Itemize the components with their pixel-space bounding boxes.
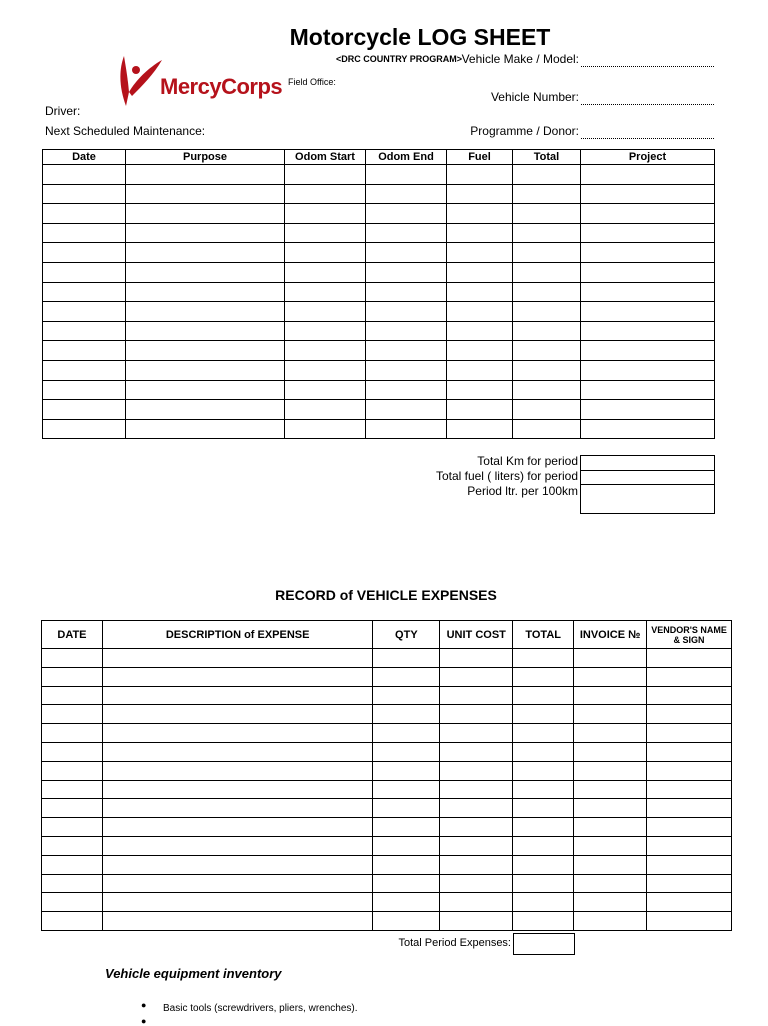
expenses-table [41, 620, 732, 931]
log-cell[interactable] [43, 321, 126, 341]
bullet-icon: ● [141, 1016, 147, 1026]
log-cell[interactable] [447, 341, 513, 361]
log-cell[interactable] [43, 223, 126, 243]
log-cell[interactable] [581, 243, 715, 263]
expense-cell[interactable] [102, 799, 373, 818]
table-row [43, 282, 715, 302]
expense-cell[interactable] [513, 761, 574, 780]
col-exp-total: TOTAL [513, 621, 574, 649]
expense-cell[interactable] [574, 649, 647, 668]
expense-cell[interactable] [42, 686, 103, 705]
expense-cell[interactable] [42, 649, 103, 668]
table-row [42, 649, 732, 668]
table-row [42, 799, 732, 818]
expense-cell[interactable] [102, 742, 373, 761]
log-cell[interactable] [513, 302, 581, 322]
page-title: Motorcycle LOG SHEET [289, 24, 551, 50]
expense-cell[interactable] [574, 686, 647, 705]
expense-cell[interactable] [574, 836, 647, 855]
expense-cell[interactable] [373, 686, 440, 705]
expense-cell[interactable] [513, 649, 574, 668]
log-cell[interactable] [285, 204, 366, 224]
log-cell[interactable] [285, 165, 366, 185]
vehicle-number-field[interactable] [581, 104, 714, 105]
expense-cell[interactable] [647, 799, 732, 818]
total-km-label: Total Km for period [477, 454, 578, 468]
expense-cell[interactable] [513, 780, 574, 799]
table-row [42, 874, 732, 893]
log-cell[interactable] [513, 380, 581, 400]
expense-cell[interactable] [513, 836, 574, 855]
log-cell[interactable] [285, 243, 366, 263]
expense-cell[interactable] [440, 649, 513, 668]
expense-cell[interactable] [574, 893, 647, 912]
expense-cell[interactable] [513, 912, 574, 931]
expense-cell[interactable] [102, 912, 373, 931]
expense-cell[interactable] [373, 761, 440, 780]
field-office-label: Field Office: [288, 77, 336, 87]
expenses-table-header [42, 621, 732, 649]
expense-cell[interactable] [574, 724, 647, 743]
table-row [42, 686, 732, 705]
expense-cell[interactable] [513, 724, 574, 743]
col-date: Date [43, 150, 126, 165]
log-cell[interactable] [285, 400, 366, 420]
expense-cell[interactable] [42, 818, 103, 837]
log-cell[interactable] [513, 321, 581, 341]
expense-cell[interactable] [647, 705, 732, 724]
log-cell[interactable] [126, 243, 285, 263]
expense-cell[interactable] [647, 649, 732, 668]
expense-cell[interactable] [102, 780, 373, 799]
log-cell[interactable] [447, 380, 513, 400]
table-row [43, 204, 715, 224]
col-odom-end: Odom End [366, 150, 447, 165]
log-cell[interactable] [447, 419, 513, 439]
log-cell[interactable] [366, 380, 447, 400]
expense-cell[interactable] [574, 818, 647, 837]
expense-cell[interactable] [42, 874, 103, 893]
log-cell[interactable] [126, 302, 285, 322]
table-row [42, 761, 732, 780]
expense-cell[interactable] [574, 780, 647, 799]
expense-cell[interactable] [440, 686, 513, 705]
expense-cell[interactable] [440, 705, 513, 724]
expense-cell[interactable] [373, 780, 440, 799]
expenses-title: RECORD of VEHICLE EXPENSES [275, 587, 497, 603]
expense-cell[interactable] [42, 761, 103, 780]
col-exp-date: DATE [42, 621, 103, 649]
expense-cell[interactable] [42, 705, 103, 724]
log-cell[interactable] [513, 184, 581, 204]
expense-cell[interactable] [647, 667, 732, 686]
log-cell[interactable] [447, 243, 513, 263]
log-cell[interactable] [285, 321, 366, 341]
log-cell[interactable] [447, 282, 513, 302]
expense-cell[interactable] [513, 686, 574, 705]
expense-cell[interactable] [440, 742, 513, 761]
expense-cell[interactable] [373, 912, 440, 931]
expense-cell[interactable] [373, 667, 440, 686]
expense-cell[interactable] [102, 649, 373, 668]
expense-cell[interactable] [102, 705, 373, 724]
expense-cell[interactable] [440, 724, 513, 743]
col-fuel: Fuel [447, 150, 513, 165]
log-cell[interactable] [366, 243, 447, 263]
log-cell[interactable] [447, 262, 513, 282]
log-cell[interactable] [513, 360, 581, 380]
log-cell[interactable] [366, 223, 447, 243]
log-cell[interactable] [513, 400, 581, 420]
expense-cell[interactable] [42, 912, 103, 931]
log-cell[interactable] [581, 380, 715, 400]
table-row [43, 165, 715, 185]
log-table [42, 149, 715, 439]
log-cell[interactable] [366, 400, 447, 420]
expense-cell[interactable] [373, 874, 440, 893]
expense-cell[interactable] [574, 912, 647, 931]
expense-cell[interactable] [440, 761, 513, 780]
expense-cell[interactable] [102, 836, 373, 855]
log-cell[interactable] [43, 165, 126, 185]
col-project: Project [581, 150, 715, 165]
programme-donor-label: Programme / Donor: [470, 124, 579, 138]
vehicle-make-model-field[interactable] [581, 66, 714, 67]
log-cell[interactable] [366, 165, 447, 185]
log-cell[interactable] [366, 321, 447, 341]
expense-cell[interactable] [42, 799, 103, 818]
log-cell[interactable] [126, 380, 285, 400]
expense-cell[interactable] [647, 742, 732, 761]
table-row [43, 321, 715, 341]
table-row [42, 855, 732, 874]
log-cell[interactable] [513, 223, 581, 243]
log-cell[interactable] [366, 204, 447, 224]
log-cell[interactable] [513, 165, 581, 185]
expense-cell[interactable] [647, 724, 732, 743]
table-row [43, 400, 715, 420]
log-cell[interactable] [126, 400, 285, 420]
expense-cell[interactable] [373, 724, 440, 743]
log-cell[interactable] [285, 282, 366, 302]
inventory-title: Vehicle equipment inventory [105, 966, 282, 981]
expense-cell[interactable] [102, 724, 373, 743]
table-row [42, 667, 732, 686]
expense-cell[interactable] [513, 667, 574, 686]
log-cell[interactable] [581, 321, 715, 341]
expense-cell[interactable] [42, 780, 103, 799]
log-cell[interactable] [447, 165, 513, 185]
log-cell[interactable] [43, 262, 126, 282]
expense-cell[interactable] [574, 855, 647, 874]
table-row [43, 223, 715, 243]
table-row [43, 341, 715, 361]
log-cell[interactable] [126, 360, 285, 380]
col-exp-unit-cost: UNIT COST [440, 621, 513, 649]
expense-cell[interactable] [440, 874, 513, 893]
next-maintenance-label: Next Scheduled Maintenance: [45, 124, 206, 138]
expense-cell[interactable] [440, 818, 513, 837]
log-cell[interactable] [366, 341, 447, 361]
expense-cell[interactable] [373, 705, 440, 724]
expense-cell[interactable] [647, 818, 732, 837]
col-exp-qty: QTY [373, 621, 440, 649]
expense-cell[interactable] [574, 799, 647, 818]
expense-cell[interactable] [647, 780, 732, 799]
expense-cell[interactable] [574, 667, 647, 686]
log-cell[interactable] [366, 419, 447, 439]
expense-cell[interactable] [513, 799, 574, 818]
expense-cell[interactable] [102, 874, 373, 893]
expense-cell[interactable] [647, 912, 732, 931]
log-cell[interactable] [581, 184, 715, 204]
log-cell[interactable] [447, 321, 513, 341]
log-table-header [43, 150, 715, 165]
log-cell[interactable] [447, 302, 513, 322]
log-cell[interactable] [581, 400, 715, 420]
expense-cell[interactable] [373, 818, 440, 837]
log-cell[interactable] [126, 165, 285, 185]
expense-cell[interactable] [574, 742, 647, 761]
log-cell[interactable] [581, 419, 715, 439]
expense-cell[interactable] [102, 855, 373, 874]
log-cell[interactable] [43, 380, 126, 400]
leaf-logo-icon [116, 50, 166, 110]
log-cell[interactable] [285, 302, 366, 322]
log-cell[interactable] [126, 321, 285, 341]
program-name: <DRC COUNTRY PROGRAM> [336, 54, 463, 64]
table-row [42, 893, 732, 912]
col-total: Total [513, 150, 581, 165]
log-cell[interactable] [285, 223, 366, 243]
table-row [43, 380, 715, 400]
table-row [42, 780, 732, 799]
col-purpose: Purpose [126, 150, 285, 165]
expense-cell[interactable] [440, 667, 513, 686]
expense-cell[interactable] [42, 667, 103, 686]
log-cell[interactable] [366, 360, 447, 380]
expense-cell[interactable] [647, 836, 732, 855]
log-cell[interactable] [513, 419, 581, 439]
expense-cell[interactable] [647, 686, 732, 705]
expense-cell[interactable] [647, 893, 732, 912]
log-cell[interactable] [581, 302, 715, 322]
per-100km-label: Period ltr. per 100km [467, 484, 578, 498]
vehicle-number-label: Vehicle Number: [490, 90, 579, 104]
log-cell[interactable] [513, 341, 581, 361]
log-cell[interactable] [581, 165, 715, 185]
col-exp-invoice: INVOICE № [574, 621, 647, 649]
log-cell[interactable] [126, 282, 285, 302]
expense-cell[interactable] [373, 799, 440, 818]
log-cell[interactable] [366, 184, 447, 204]
log-cell[interactable] [285, 380, 366, 400]
table-row [42, 705, 732, 724]
log-table-body [43, 165, 715, 439]
log-cell[interactable] [285, 262, 366, 282]
vehicle-make-model-label: Vehicle Make / Model: [461, 52, 579, 66]
expense-cell[interactable] [574, 874, 647, 893]
log-cell[interactable] [447, 184, 513, 204]
expense-cell[interactable] [373, 855, 440, 874]
table-row [43, 360, 715, 380]
log-cell[interactable] [581, 360, 715, 380]
expense-cell[interactable] [373, 649, 440, 668]
expense-cell[interactable] [513, 855, 574, 874]
log-cell[interactable] [285, 419, 366, 439]
expense-cell[interactable] [42, 893, 103, 912]
log-cell[interactable] [447, 223, 513, 243]
expense-cell[interactable] [373, 836, 440, 855]
expense-cell[interactable] [373, 893, 440, 912]
log-cell[interactable] [513, 243, 581, 263]
log-cell[interactable] [447, 360, 513, 380]
log-cell[interactable] [366, 262, 447, 282]
log-cell[interactable] [513, 262, 581, 282]
log-cell[interactable] [581, 282, 715, 302]
expense-cell[interactable] [647, 874, 732, 893]
table-row [43, 184, 715, 204]
log-cell[interactable] [43, 282, 126, 302]
col-exp-description: DESCRIPTION of EXPENSE [102, 621, 373, 649]
programme-donor-field[interactable] [581, 138, 714, 139]
log-cell[interactable] [126, 419, 285, 439]
table-row [43, 243, 715, 263]
table-row [42, 724, 732, 743]
total-expenses-label: Total Period Expenses: [398, 937, 511, 949]
log-cell[interactable] [581, 204, 715, 224]
log-cell[interactable] [366, 282, 447, 302]
table-row [42, 836, 732, 855]
log-cell[interactable] [43, 341, 126, 361]
expense-cell[interactable] [42, 855, 103, 874]
table-row [43, 262, 715, 282]
inventory-item: Basic tools (screwdrivers, pliers, wrenches). [163, 1003, 358, 1014]
expenses-table-body [42, 649, 732, 931]
expense-cell[interactable] [42, 724, 103, 743]
log-cell[interactable] [126, 184, 285, 204]
mercy-corps-logo [116, 50, 286, 110]
expense-cell[interactable] [42, 742, 103, 761]
log-cell[interactable] [513, 204, 581, 224]
expense-cell[interactable] [42, 836, 103, 855]
total-fuel-field[interactable] [580, 469, 715, 485]
expense-cell[interactable] [102, 893, 373, 912]
expense-cell[interactable] [440, 836, 513, 855]
log-cell[interactable] [581, 223, 715, 243]
expense-cell[interactable] [647, 761, 732, 780]
bullet-icon: ● [141, 1000, 147, 1010]
driver-label: Driver: [45, 104, 81, 118]
expense-cell[interactable] [513, 818, 574, 837]
log-cell[interactable] [126, 341, 285, 361]
expense-cell[interactable] [440, 912, 513, 931]
expense-cell[interactable] [440, 855, 513, 874]
expense-cell[interactable] [440, 799, 513, 818]
log-cell[interactable] [43, 243, 126, 263]
expense-cell[interactable] [647, 855, 732, 874]
expense-cell[interactable] [513, 874, 574, 893]
log-cell[interactable] [285, 341, 366, 361]
expense-cell[interactable] [513, 893, 574, 912]
log-cell[interactable] [126, 223, 285, 243]
table-row [43, 419, 715, 439]
log-cell[interactable] [285, 184, 366, 204]
log-cell[interactable] [43, 400, 126, 420]
log-cell[interactable] [581, 341, 715, 361]
expense-cell[interactable] [574, 761, 647, 780]
total-fuel-label: Total fuel ( liters) for period [435, 469, 578, 483]
expense-cell[interactable] [440, 893, 513, 912]
col-odom-start: Odom Start [285, 150, 366, 165]
table-row [42, 912, 732, 931]
expense-cell[interactable] [102, 667, 373, 686]
log-cell[interactable] [447, 400, 513, 420]
expense-cell[interactable] [513, 742, 574, 761]
logo-text: MercyCorps [160, 74, 283, 99]
table-row [42, 818, 732, 837]
log-cell[interactable] [43, 184, 126, 204]
expense-cell[interactable] [102, 761, 373, 780]
log-cell[interactable] [43, 419, 126, 439]
log-cell[interactable] [43, 204, 126, 224]
log-cell[interactable] [513, 282, 581, 302]
expense-cell[interactable] [373, 742, 440, 761]
expense-cell[interactable] [440, 780, 513, 799]
log-cell[interactable] [285, 360, 366, 380]
col-exp-vendor: VENDOR'S NAME & SIGN [647, 621, 732, 649]
log-cell[interactable] [581, 262, 715, 282]
expense-cell[interactable] [513, 705, 574, 724]
total-expenses-field[interactable] [513, 933, 575, 955]
table-row [42, 742, 732, 761]
expense-cell[interactable] [102, 818, 373, 837]
log-cell[interactable] [126, 204, 285, 224]
expense-cell[interactable] [574, 705, 647, 724]
log-cell[interactable] [366, 302, 447, 322]
log-cell[interactable] [43, 360, 126, 380]
log-cell[interactable] [447, 204, 513, 224]
expense-cell[interactable] [102, 686, 373, 705]
table-row [43, 302, 715, 322]
per-100km-field[interactable] [580, 484, 715, 514]
log-cell[interactable] [43, 302, 126, 322]
log-cell[interactable] [126, 262, 285, 282]
